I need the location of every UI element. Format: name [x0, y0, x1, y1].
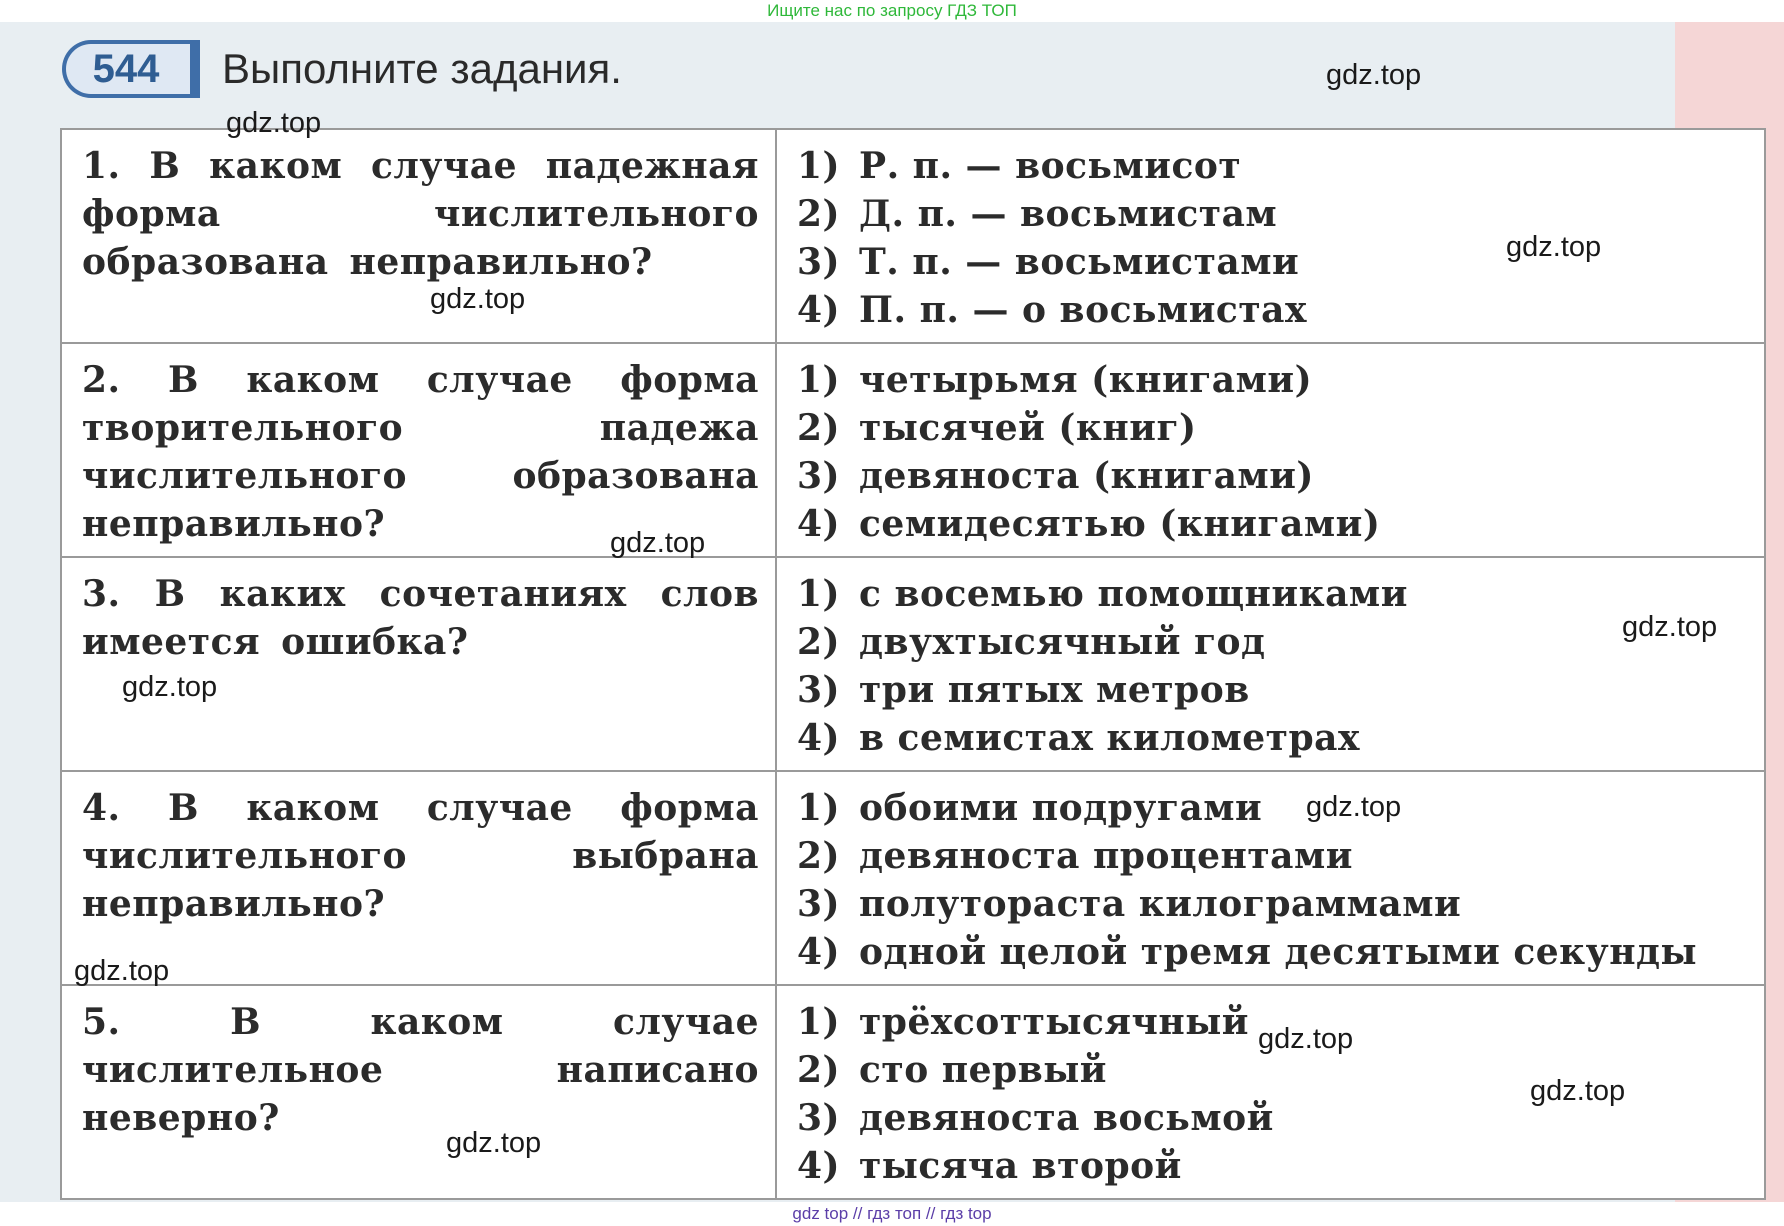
option-text: сто первый [859, 1049, 1107, 1091]
option-number: 4) [797, 503, 841, 545]
option-number: 1) [797, 145, 841, 187]
option-text: одной целой тремя десятыми секунды [859, 931, 1698, 973]
answer-option [797, 404, 1748, 452]
option-text: с восемью помощниками [859, 573, 1408, 615]
option-text: семидесятью (книгами) [859, 503, 1381, 545]
watermark: gdz.top [430, 283, 526, 315]
option-number: 3) [797, 669, 841, 711]
task-row [61, 557, 1765, 771]
watermark: gdz.top [226, 107, 322, 139]
answer-option [797, 238, 1748, 286]
option-number: 4) [797, 1145, 841, 1187]
option-number: 2) [797, 835, 841, 877]
bottom-banner[interactable]: gdz top // гдз топ // гдз top [792, 1204, 992, 1223]
option-text: девяноста восьмой [859, 1097, 1274, 1139]
top-banner[interactable]: Ищите нас по запросу ГДЗ ТОП [767, 1, 1017, 20]
option-number: 2) [797, 193, 841, 235]
watermark: gdz.top [610, 527, 706, 559]
task-options [776, 129, 1765, 343]
answer-option [797, 618, 1748, 666]
option-text: в семистах километрах [859, 717, 1360, 759]
watermark: gdz.top [1306, 791, 1402, 823]
option-text: четырьмя (книгами) [859, 359, 1313, 401]
task-options [776, 557, 1765, 771]
watermark: gdz.top [1506, 231, 1602, 263]
option-number: 4) [797, 717, 841, 759]
option-number: 1) [797, 787, 841, 829]
task-question: 4. В каком случае форма числительного выбрана неправильно? [61, 771, 776, 985]
option-text: девяноста процентами [859, 835, 1353, 877]
option-text: Р. п. — восьмисот [859, 145, 1242, 187]
task-question: 5. В каком случае числительное написано неверно? [61, 985, 776, 1199]
exercise-number: 544 [62, 40, 200, 98]
answer-option [797, 142, 1748, 190]
option-number: 4) [797, 931, 841, 973]
answer-option [797, 880, 1748, 928]
answer-option [797, 666, 1748, 714]
answer-option [797, 928, 1748, 976]
answer-option [797, 784, 1748, 832]
option-number: 1) [797, 359, 841, 401]
option-number: 2) [797, 1049, 841, 1091]
option-text: П. п. — о восьмистах [859, 289, 1307, 331]
task-row [61, 771, 1765, 985]
option-number: 2) [797, 621, 841, 663]
option-number: 3) [797, 883, 841, 925]
option-text: двухтысячный год [859, 621, 1266, 663]
answer-option [797, 832, 1748, 880]
answer-option [797, 1142, 1748, 1190]
option-text: обоими подругами [859, 787, 1263, 829]
option-number: 3) [797, 1097, 841, 1139]
watermark: gdz.top [1258, 1023, 1354, 1055]
task-options [776, 771, 1765, 985]
option-text: Д. п. — восьмистам [859, 193, 1278, 235]
option-number: 1) [797, 1001, 841, 1043]
task-question: 1. В каком случае падежная форма числительного образована неправильно? [61, 129, 776, 343]
answer-option [797, 570, 1748, 618]
answer-option [797, 286, 1748, 334]
exercise-title: Выполните задания. [222, 45, 622, 92]
task-row [61, 343, 1765, 557]
watermark: gdz.top [1326, 59, 1422, 91]
option-text: три пятых метров [859, 669, 1250, 711]
answer-option [797, 190, 1748, 238]
task-row [61, 985, 1765, 1199]
option-number: 2) [797, 407, 841, 449]
task-question: 2. В каком случае форма творительного падежа числительного образована неправильно? [61, 343, 776, 557]
option-number: 1) [797, 573, 841, 615]
watermark: gdz.top [1530, 1075, 1626, 1107]
option-number: 3) [797, 455, 841, 497]
option-text: Т. п. — восьмистами [859, 241, 1300, 283]
answer-option [797, 500, 1748, 548]
watermark: gdz.top [74, 955, 170, 987]
watermark: gdz.top [446, 1127, 542, 1159]
answer-option [797, 714, 1748, 762]
watermark: gdz.top [122, 671, 218, 703]
option-text: трёхсоттысячный [859, 1001, 1249, 1043]
task-options [776, 343, 1765, 557]
answer-option [797, 356, 1748, 404]
task-question: 3. В каких сочетаниях слов имеется ошибка? [61, 557, 776, 771]
tasks-table [60, 128, 1766, 1200]
option-text: девяноста (книгами) [859, 455, 1314, 497]
option-number: 3) [797, 241, 841, 283]
option-text: тысяча второй [859, 1145, 1182, 1187]
option-text: тысячей (книг) [859, 407, 1197, 449]
option-text: полутораста килограммами [859, 883, 1462, 925]
answer-option [797, 452, 1748, 500]
option-number: 4) [797, 289, 841, 331]
watermark: gdz.top [1622, 611, 1718, 643]
